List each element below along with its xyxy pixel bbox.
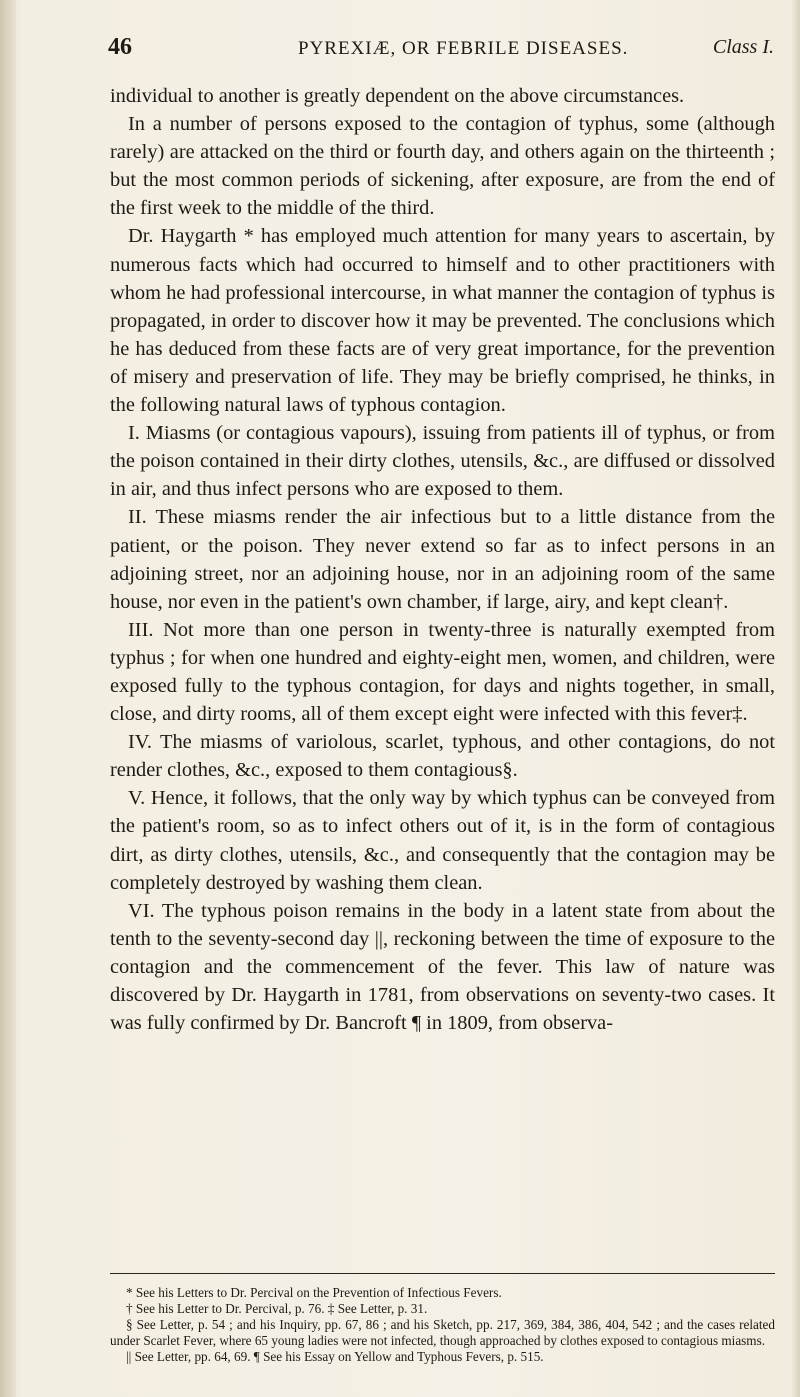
footnotes: [110, 1285, 775, 1365]
page-edge-shadow: [792, 0, 800, 1397]
footnote: § See Letter, p. 54 ; and his Inquiry, pp. 67, 86 ; and his Sketch, pp. 217, 369, 384, 386, 404, 542 ; and the cases related under Scarlet Fever, where 65 young ladies were not infected, though approached by clothes exposed to contagious miasms.: [110, 1316, 775, 1348]
footnote: * See his Letters to Dr. Percival on the Prevention of Infectious Fevers.: [126, 1285, 502, 1300]
paragraph: IV. The miasms of variolous, scarlet, typhous, and other contagions, do not render clothes, &c., exposed to them contagious§.: [110, 731, 775, 782]
paragraph: II. These miasms render the air infectious but to a little distance from the patient, or the poison. They never extend so far as to infect persons in an adjoining street, nor an adjoining house, nor in an adjoining room of the same house, nor even in the patient's own chamber, if large, airy, and kept clean†.: [110, 506, 775, 613]
paragraph: In a number of persons exposed to the contagion of typhus, some (although rarely) are attacked on the third or fourth day, and others again on the thirteenth ; but the most common periods of sickening, after exposure, are from the end of the first week to the middle of the third.: [110, 113, 775, 220]
page-number: 46: [108, 34, 132, 60]
page-binding-shadow: [0, 0, 16, 1397]
paragraph: I. Miasms (or contagious vapours), issuing from patients ill of typhus, or from the poison contained in their dirty clothes, utensils, &c., are diffused or dissolved in air, and thus infect persons who are exposed to them.: [110, 422, 775, 501]
footnote-rule: [110, 1273, 775, 1274]
paragraph: individual to another is greatly dependent on the above circumstances.: [110, 85, 685, 107]
paragraph: III. Not more than one person in twenty-three is naturally exempted from typhus ; for when one hundred and eighty-eight men, women, and children, were exposed fully to the typhous contagion, for days and nights together, in small, close, and dirty rooms, all of them except eight were infected with this fever‡.: [110, 618, 775, 726]
footnote: || See Letter, pp. 64, 69. ¶ See his Essay on Yellow and Typhous Fevers, p. 515.: [126, 1348, 544, 1364]
footnote: † See his Letter to Dr. Percival, p. 76. ‡ See Letter, p. 31.: [126, 1300, 428, 1316]
running-head: [108, 28, 774, 66]
paragraph: V. Hence, it follows, that the only way by which typhus can be conveyed from the patient's room, so as to infect others out of it, is in the form of contagious dirt, as dirty clothes, utensils, &c., and consequently that the contagion may be completely destroyed by washing them clean.: [110, 787, 775, 894]
paragraph: VI. The typhous poison remains in the body in a latent state from about the tenth to the seventy-second day ||, reckoning between the time of exposure to the contagion and the commencement of the fever. This law of nature was discovered by Dr. Haygarth in 1781, from observations on seventy-two cases. It was fully confirmed by Dr. Bancroft ¶ in 1809, from observa-: [110, 899, 775, 1035]
class-label: Class I.: [712, 36, 774, 58]
paragraph: Dr. Haygarth * has employed much attention for many years to ascertain, by numerous facts which had occurred to himself and to other practitioners with whom he had professional intercourse, in what manner the contagion of typhus is propagated, in order to discover how it may be prevented. The conclusions which he has deduced from these facts are of very great importance, for the prevention of misery and preservation of life. They may be briefly comprised, he thinks, in the following natural laws of typhous contagion.: [110, 225, 775, 417]
running-title: PYREXIÆ, OR FEBRILE DISEASES.: [298, 38, 629, 59]
body-text: [110, 82, 775, 1037]
